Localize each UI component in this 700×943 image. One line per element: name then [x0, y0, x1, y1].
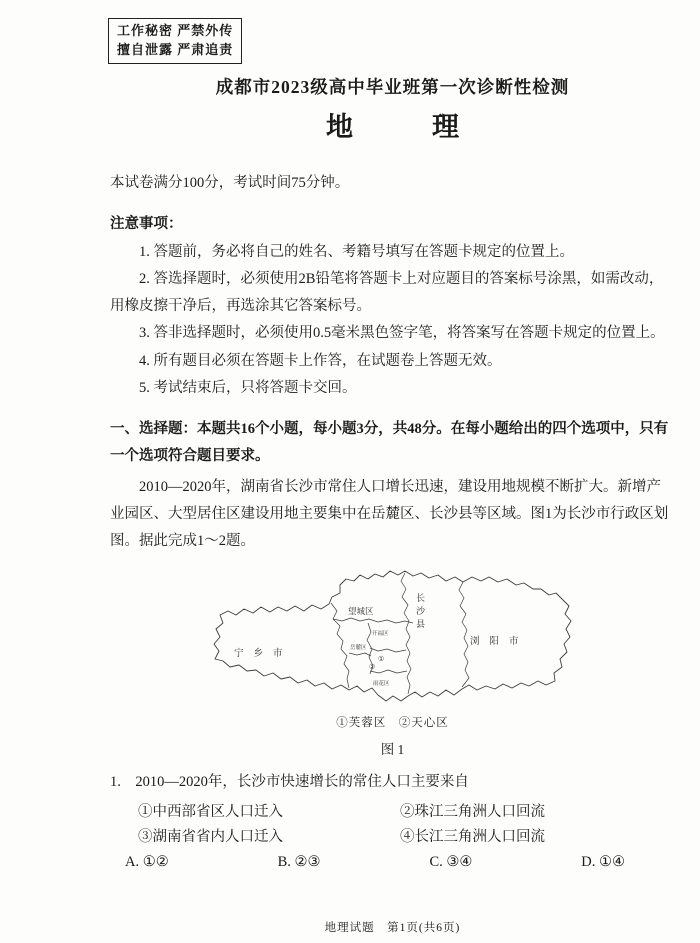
page-footer: 地理试题 第1页(共6页)	[324, 922, 461, 934]
note-item-5: 5. 考试结束后，只将答题卡交回。	[139, 379, 357, 396]
note-item-1: 1. 答题前，务必将自己的姓名、考籍号填写在答题卡规定的位置上。	[139, 243, 574, 260]
figure-caption: 图 1	[380, 742, 405, 758]
label-ningxiang: 宁乡市	[233, 649, 293, 660]
label-liuyang: 浏阳市	[469, 637, 529, 648]
subject-title: 地 理	[326, 112, 485, 142]
border-ningxiang-central	[331, 603, 349, 688]
question-1-options-row-2	[110, 825, 675, 846]
border-central-2	[349, 653, 371, 656]
map-outline	[214, 571, 571, 701]
border-central-4	[370, 670, 407, 673]
border-central-3	[370, 648, 406, 652]
marker-tianxin: ②	[368, 663, 375, 672]
option-3: ③湖南省省内人口迁入	[138, 829, 283, 846]
security-line-2: 擅自泄露 严肃追责	[117, 41, 234, 57]
answer-d: D. ①④	[581, 854, 625, 871]
answer-b: B. ②③	[277, 854, 321, 871]
border-changsha-west	[401, 573, 411, 694]
option-1: ①中西部省区人口迁入	[138, 804, 283, 821]
label-kaifu: 开福区	[371, 631, 389, 638]
label-yuelu: 岳麓区	[349, 645, 367, 652]
exam-info: 本试卷满分100分，考试时间75分钟。	[110, 175, 350, 191]
answer-c: C. ③④	[429, 854, 473, 871]
question-1-stem: 1. 2010—2020年，长沙市快速增长的常住人口主要来自	[110, 774, 469, 791]
question-1-options-row-1	[110, 800, 675, 821]
border-changsha-liuyang	[459, 582, 469, 687]
question-1-answers	[125, 854, 625, 871]
marker-furong: ①	[377, 655, 384, 664]
border-wangcheng-central	[333, 618, 413, 623]
note-item-2: 2. 答选择题时，必须使用2B铅笔将答题卡上对应题目的答案标号涂黑，如需改动，用橡皮擦干净后，再选涂其它答案标号。	[110, 270, 664, 314]
question-passage: 2010—2020年，湖南省长沙市常住人口增长迅速，建设用地规模不断扩大。新增产业园区、大型居住区建设用地主要集中在岳麓区、长沙县等区域。图1为长沙市行政区划图。据此完成1～2题。	[110, 478, 669, 550]
answer-a: A. ①②	[125, 854, 169, 871]
option-4: ④长江三角洲人口回流	[400, 829, 545, 846]
map-legend: ①芙蓉区 ②天心区	[336, 717, 449, 730]
label-wangcheng: 望城区	[347, 606, 374, 617]
security-notice	[108, 18, 242, 64]
label-changsha-county: 长沙县	[414, 593, 425, 633]
section-heading: 一、选择题：本题共16个小题，每小题3分，共48分。在每小题给出的四个选项中，只有一个选项符合题目要求。	[110, 421, 669, 464]
label-yuhua: 雨花区	[372, 681, 390, 688]
note-item-3: 3. 答非选择题时，必须使用0.5毫米黑色签字笔，将答案写在答题卡规定的位置上。	[139, 325, 665, 342]
figure-1	[110, 563, 675, 759]
exam-title: 成都市2023级高中毕业班第一次诊断性检测	[215, 77, 570, 97]
changsha-district-map	[207, 563, 579, 713]
note-item-4: 4. 所有题目必须在答题卡上作答，在试题卷上答题无效。	[139, 352, 502, 369]
notes-heading: 注意事项：	[110, 216, 183, 233]
option-2: ②珠江三角洲人口回流	[400, 804, 545, 821]
security-line-1: 工作秘密 严禁外传	[117, 23, 234, 38]
